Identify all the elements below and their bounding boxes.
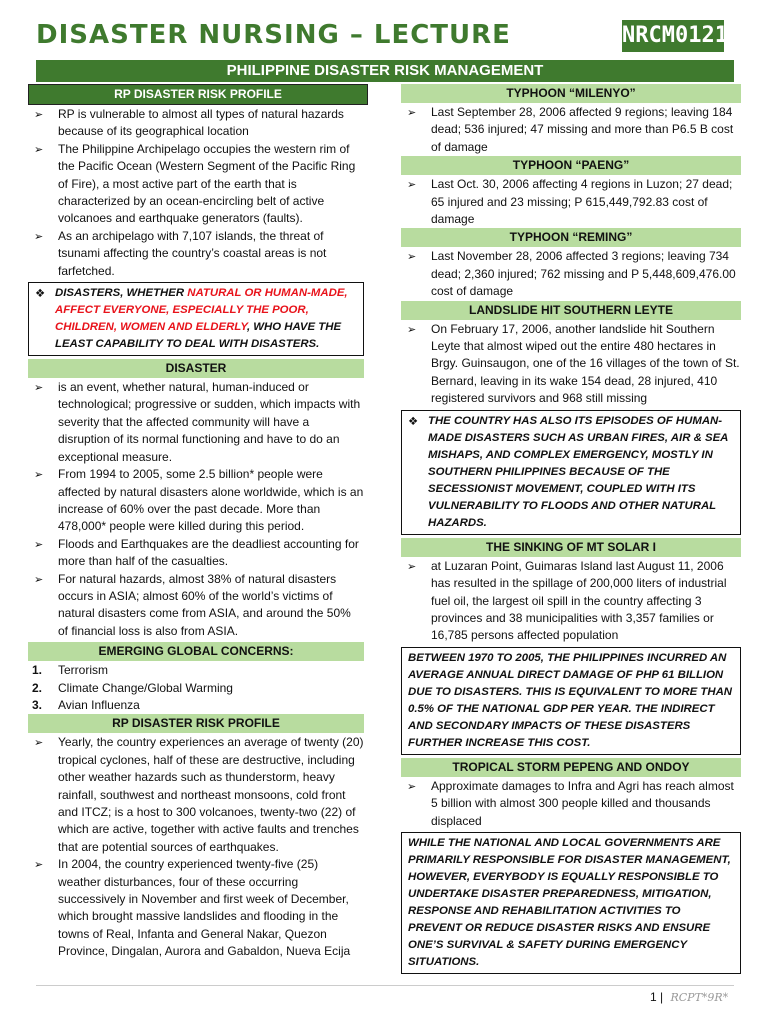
- bullet-list: [401, 248, 741, 300]
- list-item: ➢ From 1994 to 2005, some 2.5 billion* people were affected by natural disasters alone worldwide, which is an increase of 60% over the past decade. More than 478,000* people were killed during this period.: [28, 466, 364, 536]
- callout-text: THE COUNTRY HAS ALSO ITS EPISODES OF HUMAN-MADE DISASTERS SUCH AS URBAN FIRES, AIR & SEA MISHAPS, AND COMPLEX EMERGENCY, MOSTLY IN SOUTHERN PHILIPPINES BECAUSE OF THE SECESSIONIST MOVEMENT, COUPLED WITH ITS VULNERABILITY TO FLOODS AND OTHER NATURAL HAZARDS.: [428, 414, 728, 529]
- section-heading: TYPHOON “REMING”: [401, 228, 741, 247]
- list-item: ➢ Yearly, the country experiences an average of twenty (20) tropical cyclones, half of these are destructive, including other weather hazards such as thunderstorm, heavy rainfall, southwest and northeast monsoons, cold front and ITCZ; is a host to 300 volcanoes, twenty-two (22) of which are active, together with active faults and trenches that are potential sources of earthquakes.: [28, 734, 364, 856]
- section-heading: TROPICAL STORM PEPENG AND ONDOY: [401, 758, 741, 777]
- section-heading: TYPHOON “MILENYO”: [401, 84, 741, 103]
- list-item: [28, 680, 364, 697]
- list-item: ➢ Approximate damages to Infra and Agri has reach almost 5 billion with almost 300 people killed and thousands displaced: [401, 778, 741, 830]
- item-number: 3.: [32, 697, 43, 712]
- callout-text: DISASTERS, WHETHER: [55, 287, 185, 300]
- callout-box: BETWEEN 1970 TO 2005, THE PHILIPPINES INCURRED AN AVERAGE ANNUAL DIRECT DAMAGE OF PHP 61 BILLION DUE TO DISASTERS. THIS IS EQUIVALENT TO MORE THAN 0.5% OF THE NATIONAL GDP PER YEAR. THE INDIRECT AND SECONDARY IMPACTS OF THESE DISASTERS FURTHER INCREASE THIS COST.: [401, 647, 741, 755]
- bullet-list: [28, 379, 364, 640]
- bullet-list: [401, 176, 741, 228]
- page-title: DISASTER NURSING – LECTURE: [36, 20, 511, 50]
- list-item: ➢ RP is vulnerable to almost all types of natural hazards because of its geographical location: [28, 106, 364, 141]
- list-item: [28, 697, 364, 714]
- bullet-list: [401, 321, 741, 408]
- callout-box: WHILE THE NATIONAL AND LOCAL GOVERNMENTS ARE PRIMARILY RESPONSIBLE FOR DISASTER MANAGEMENT, HOWEVER, EVERYBODY IS EQUALLY RESPONSIBLE TO UNDERTAKE DISASTER PREPAREDNESS, MITIGATION, RESPONSE AND REHABILITATION ACTIVITIES TO PREVENT OR REDUCE DISASTER RISKS AND ENSURE ONE’S SURVIVAL & SAFETY DURING EMERGENCY SITUATIONS.: [401, 832, 741, 974]
- section-heading: EMERGING GLOBAL CONCERNS:: [28, 642, 364, 661]
- section-heading: RP DISASTER RISK PROFILE: [28, 84, 368, 105]
- list-item: ➢ Last Oct. 30, 2006 affecting 4 regions in Luzon; 27 dead; 65 injured and 23 missing; P 615,449,792.83 cost of damage: [401, 176, 741, 228]
- section-heading: LANDSLIDE HIT SOUTHERN LEYTE: [401, 301, 741, 320]
- bullet-list: [401, 558, 741, 645]
- course-code-badge: NRCM0121: [622, 20, 724, 52]
- diamond-bullet-icon: ❖: [408, 413, 419, 428]
- item-text: Terrorism: [58, 663, 108, 678]
- bullet-list: [401, 778, 741, 830]
- list-item: ➢ The Philippine Archipelago occupies the western rim of the Pacific Ocean (Western Segment of the Pacific Ring of Fire), a most active part of the earth that is characterized by an ocean-encircling belt of active volcanoes and earthquake generators (faults).: [28, 141, 364, 228]
- section-heading: DISASTER: [28, 359, 364, 378]
- page-number: 1 |: [650, 990, 664, 1004]
- list-item: ➢ For natural hazards, almost 38% of natural disasters occurs in ASIA; almost 60% of the world’s victims of natural disasters come from ASIA, and around the 50% of financial loss is also from ASIA.: [28, 571, 364, 641]
- list-item: ➢ is an event, whether natural, human-induced or technological; progressive or sudden, which impacts with severity that the affected community will have a disruption of its normal functioning and have to do an exceptional measure.: [28, 379, 364, 466]
- diamond-bullet-icon: ❖: [35, 286, 46, 301]
- section-heading: TYPHOON “PAENG”: [401, 156, 741, 175]
- callout-text: , WHO HAVE THE LEAST CAPABILITY TO DEAL WITH DISASTERS.: [55, 321, 342, 351]
- bullet-list: [28, 734, 364, 960]
- section-heading: RP DISASTER RISK PROFILE: [28, 714, 364, 733]
- signature: RCPT*9R*: [670, 991, 729, 1004]
- list-item: ➢ In 2004, the country experienced twenty-five (25) weather disturbances, four of these occurring successively in November and first week of December, which brought massive landslides and flooding in the towns of Real, Infanta and General Nakar, Quezon Province, Dingalan, Aurora and Gabaldon, Nueva Ecija: [28, 856, 364, 960]
- callout-box: [401, 410, 741, 535]
- right-column: [401, 84, 741, 977]
- footer-divider: [36, 985, 734, 986]
- callout-highlight: NATURAL OR HUMAN-MADE, AFFECT EVERYONE, ESPECIALLY THE POOR, CHILDREN, WOMEN AND ELDERLY: [55, 287, 348, 334]
- item-text: Climate Change/Global Warming: [58, 680, 233, 695]
- bullet-list: [28, 106, 364, 280]
- section-banner: PHILIPPINE DISASTER RISK MANAGEMENT: [36, 60, 734, 82]
- left-column: [28, 84, 364, 961]
- callout-box: [28, 282, 364, 356]
- section-heading: THE SINKING OF MT SOLAR I: [401, 538, 741, 557]
- page-footer: [650, 990, 728, 1004]
- list-item: ➢ As an archipelago with 7,107 islands, the threat of tsunami affecting the country’s coastal areas is not farfetched.: [28, 228, 364, 280]
- list-item: [28, 662, 364, 679]
- list-item: ➢ at Luzaran Point, Guimaras Island last August 11, 2006 has resulted in the spillage of 200,000 liters of industrial fuel oil, the largest oil spill in the country affecting 3 provinces and 38 municipalities with 3,357 families or 16,785 persons affected population: [401, 558, 741, 645]
- numbered-list: [28, 662, 364, 714]
- list-item: ➢ Floods and Earthquakes are the deadliest accounting for more than half of the casualties.: [28, 536, 364, 571]
- list-item: ➢ Last November 28, 2006 affected 3 regions; leaving 734 dead; 2,360 injured; 762 missing and P 5,448,609,476.00 cost of damage: [401, 248, 741, 300]
- list-item: ➢ Last September 28, 2006 affected 9 regions; leaving 184 dead; 536 injured; 47 missing and more than P6.5 B cost of damage: [401, 104, 741, 156]
- item-number: 2.: [32, 680, 43, 695]
- list-item: ➢ On February 17, 2006, another landslide hit Southern Leyte that almost wiped out the entire 480 hectares in Brgy. Guinsaugon, one of the 16 villages of the town of St. Bernard, leaving in its wake 154 dead, 28 injured, 410 registered survivors and 968 still missing: [401, 321, 741, 408]
- item-number: 1.: [32, 663, 43, 678]
- bullet-list: [401, 104, 741, 156]
- item-text: Avian Influenza: [58, 697, 140, 712]
